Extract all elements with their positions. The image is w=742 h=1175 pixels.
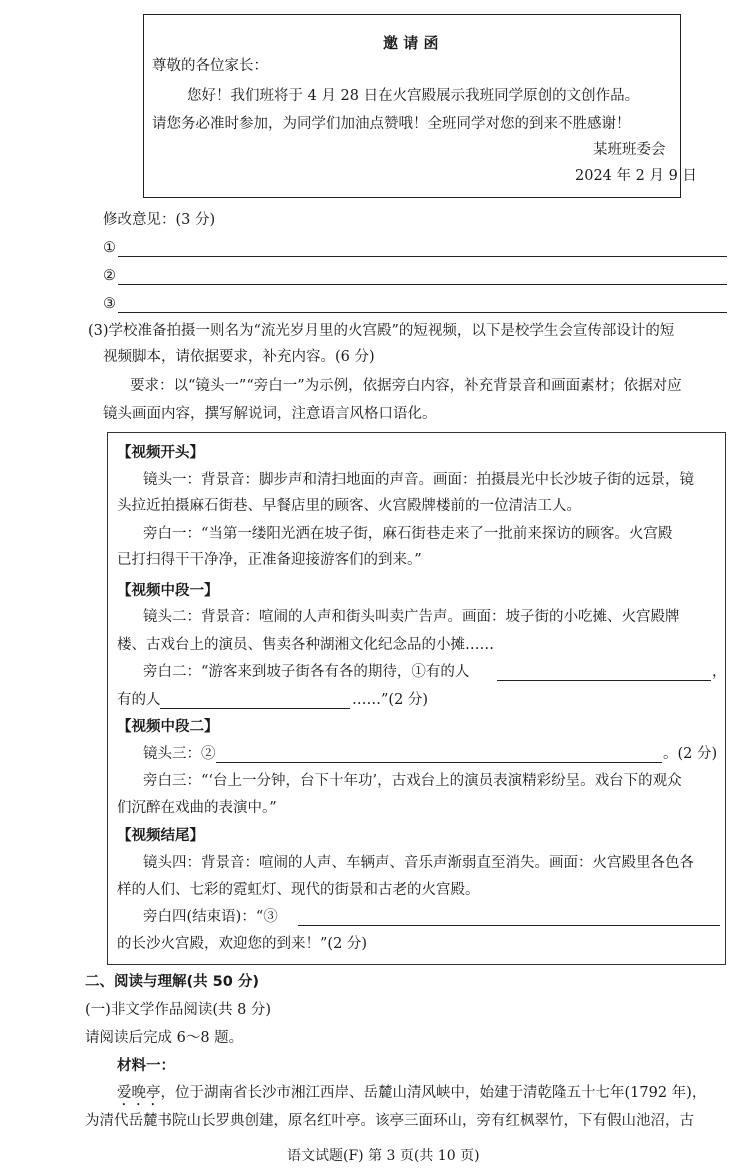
narration2-blank-2[interactable] <box>160 708 350 709</box>
material-emphasis-term: 爱晚亭 <box>117 1085 161 1101</box>
shot3-blank[interactable] <box>216 762 662 763</box>
invitation-signature: 某班班委会 <box>593 142 666 158</box>
shot1-line1: 镜头一：背景音：脚步声和清扫地面的声音。画面：拍摄晨光中长沙坡子街的远景，镜 <box>143 472 694 488</box>
narration2-prefix: 旁白二：“游客来到坡子街各有各的期待，①有的人 <box>143 664 470 680</box>
narration2-blank-1[interactable] <box>497 680 711 681</box>
revision-marker-3: ③ <box>103 296 116 312</box>
section2-subheading: (一)非文学作品阅读(共 8 分) <box>85 1002 272 1018</box>
invitation-date: 2024 年 2 月 9 日 <box>575 168 697 184</box>
script-heading-middle2: 【视频中段二】 <box>117 719 219 735</box>
revision-marker-1: ① <box>103 240 116 256</box>
material-para-line1 <box>117 1083 706 1109</box>
narration2-line2-prefix: 有的人 <box>117 692 161 708</box>
question3-requirement-line1: 要求：以“镜头一”“旁白一”为示例，依据旁白内容，补充背景音和画面素材；依据对应 <box>130 378 682 394</box>
shot1-line2: 头拉近拍摄麻石街巷、早餐店里的顾客、火宫殿牌楼前的一位清洁工人。 <box>117 498 581 514</box>
narration1-line1: 旁白一：“当第一缕阳光洒在坡子街，麻石街巷走来了一批前来探访的顾客。火宫殿 <box>143 526 673 542</box>
invitation-body-line1: 您好！我们班将于 4 月 28 日在火宫殿展示我班同学原创的文创作品。 <box>187 88 640 104</box>
narration1-line2: 已打扫得干干净净，正准备迎接游客们的到来。” <box>117 552 422 568</box>
section2-heading: 二、阅读与理解(共 50 分) <box>85 974 260 990</box>
invitation-salutation: 尊敬的各位家长： <box>152 58 268 74</box>
page-footer: 语文试题(F) 第 3 页(共 10 页) <box>287 1148 480 1164</box>
revision-marker-2: ② <box>103 268 116 284</box>
shot4-line1: 镜头四：背景音：喧闹的人声、车辆声、音乐声渐弱直至消失。画面：火宫殿里各色各 <box>143 855 694 871</box>
revision-answer-line-1[interactable] <box>118 256 727 257</box>
shot4-line2: 样的人们、七彩的霓虹灯、现代的街景和古老的火宫殿。 <box>117 882 480 898</box>
invitation-title: 邀 请 函 <box>383 34 439 52</box>
narration4-prefix: 旁白四(结束语)：“③ <box>143 909 278 925</box>
script-heading-opening: 【视频开头】 <box>117 445 204 461</box>
shot2-line2: 楼、古戏台上的演员、售卖各种湖湘文化纪念品的小摊…… <box>117 637 494 653</box>
section2-instruction: 请阅读后完成 6～8 题。 <box>85 1030 244 1046</box>
material-label: 材料一： <box>117 1058 175 1074</box>
invitation-body-line2: 请您务必准时参加，为同学们加油点赞哦！全班同学对您的到来不胜感谢！ <box>152 116 631 132</box>
revision-heading: 修改意见：(3 分) <box>103 212 216 228</box>
revision-answer-line-2[interactable] <box>118 284 727 285</box>
question3-line2: 视频脚本，请依据要求，补充内容。(6 分) <box>103 349 375 365</box>
narration4-line2: 的长沙火宫殿，欢迎您的到来！”(2 分) <box>117 936 368 952</box>
question3-requirement-line2: 镜头画面内容，撰写解说词，注意语言风格口语化。 <box>103 406 437 422</box>
script-heading-ending: 【视频结尾】 <box>117 828 204 844</box>
narration3-line2: 们沉醉在戏曲的表演中。” <box>117 800 277 816</box>
shot3-suffix: 。(2 分) <box>663 746 718 762</box>
material-para-line1-rest: ，位于湖南省长沙市湘江西岸、岳麓山清风峡中，始建于清乾隆五十七年(1792 年)， <box>160 1085 707 1101</box>
shot3-prefix: 镜头三：② <box>143 746 216 762</box>
question3-line1: (3)学校准备拍摄一则名为“流光岁月里的火宫殿”的短视频，以下是校学生会宣传部设计的短 <box>88 323 675 339</box>
narration2-comma: ， <box>712 664 727 680</box>
narration2-line2-suffix: ……”(2 分) <box>352 692 429 708</box>
material-para-line2: 为清代岳麓书院山长罗典创建，原名红叶亭。该亭三面环山，旁有红枫翠竹，下有假山池沼，古 <box>85 1113 694 1129</box>
script-heading-middle1: 【视频中段一】 <box>117 583 219 599</box>
revision-answer-line-3[interactable] <box>118 312 727 313</box>
shot2-line1: 镜头二：背景音：喧闹的人声和街头叫卖广告声。画面：坡子街的小吃摊、火宫殿牌 <box>143 609 680 625</box>
narration4-blank[interactable] <box>298 925 720 926</box>
narration3-line1: 旁白三：“‘台上一分钟，台下十年功’，古戏台上的演员表演精彩纷呈。戏台下的观众 <box>143 773 682 789</box>
